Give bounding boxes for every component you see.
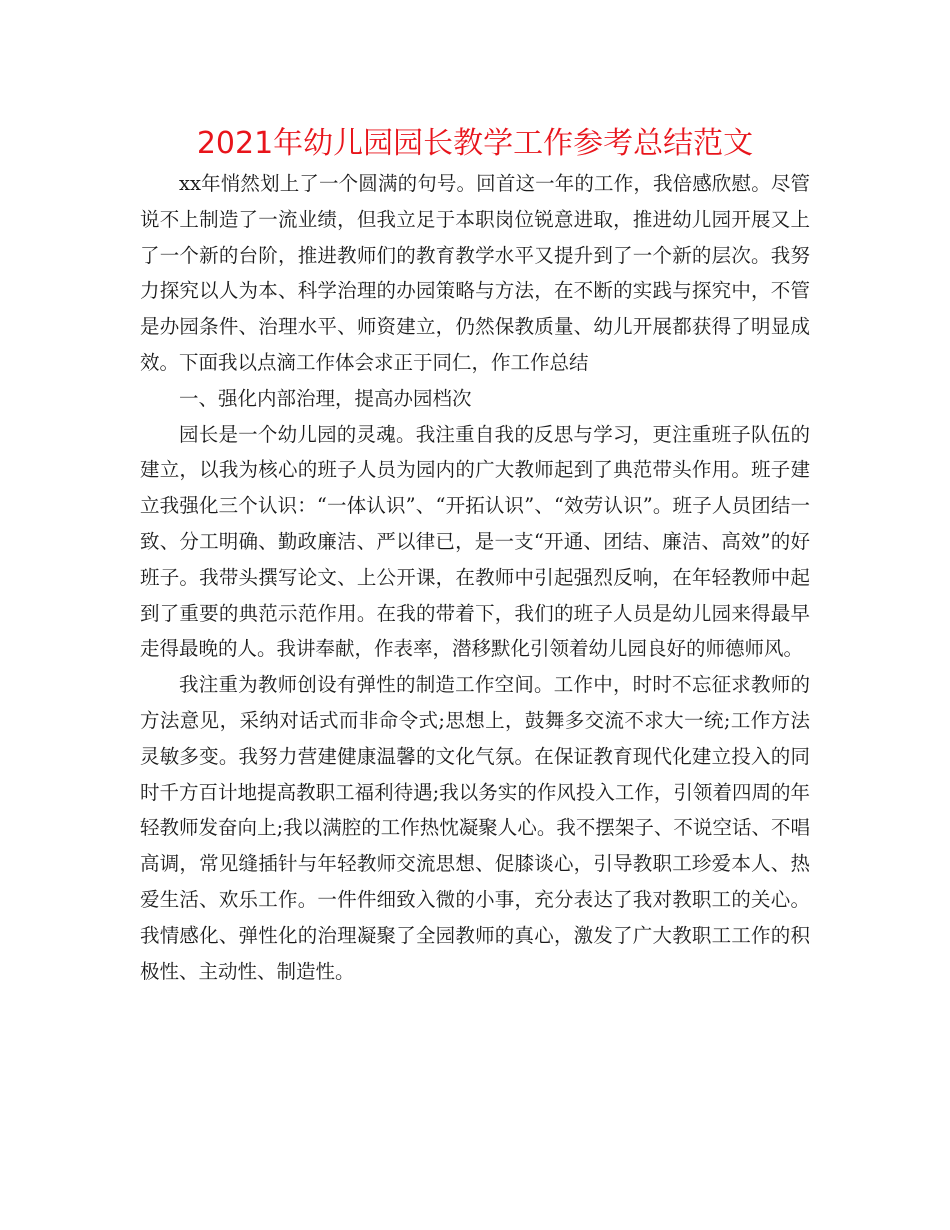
document-title: 2021年幼儿园园长教学工作参考总结范文 xyxy=(196,126,754,161)
paragraph-intro: xx年悄然划上了一个圆满的句号。回首这一年的工作，我倍感欣慰。尽管说不上制造了一流业绩，但我立足于本职岗位锐意进取，推进幼儿园开展又上了一个新的台阶，推进教师们的教育教学水平又提升到了一个新的层次。我努力探究以人为本、科学治理的办园策略与方法，在不断的实践与探究中，不管是办园条件、治理水平、师资建立，仍然保教质量、幼儿开展都获得了明显成效。下面我以点滴工作体会求正于同仁，作工作总结 xyxy=(140,172,810,374)
paragraph-work-space: 我注重为教师创设有弹性的制造工作空间。工作中，时时不忘征求教师的方法意见，采纳对话式而非命令式;思想上，鼓舞多交流不求大一统;工作方法灵敏多变。我努力营建健康温馨的文化气氛。在保证教育现代化建立投入的同时千方百计地提高教职工福利待遇;我以务实的作风投入工作，引领着四周的年轻教师发奋向上;我以满腔的工作热忱凝聚人心。我不摆架子、不说空话、不唱高调，常见缝插针与年轻教师交流思想、促膝谈心，引导教职工珍爱本人、热爱生活、欢乐工作。一件件细致入微的小事，充分表达了我对教职工的关心。我情感化、弹性化的治理凝聚了全园教师的真心，激发了广大教职工工作的积极性、主动性、制造性。 xyxy=(140,673,810,983)
section-heading-1: 一、强化内部治理，提高办园档次 xyxy=(179,386,472,410)
document-body xyxy=(140,166,810,989)
paragraph-leadership: 园长是一个幼儿园的灵魂。我注重自我的反思与学习，更注重班子队伍的建立，以我为核心的班子人员为园内的广大教师起到了典范带头作用。班子建立我强化三个认识：“一体认识”、“开拓认识”、“效劳认识”。班子人员团结一致、分工明确、勤政廉洁、严以律已，是一支“开通、团结、廉洁、高效”的好班子。我带头撰写论文、上公开课，在教师中引起强烈反响，在年轻教师中起到了重要的典范示范作用。在我的带着下，我们的班子人员是幼儿园来得最早走得最晚的人。我讲奉献，作表率，潜移默化引领着幼儿园良好的师德师风。 xyxy=(140,422,810,661)
